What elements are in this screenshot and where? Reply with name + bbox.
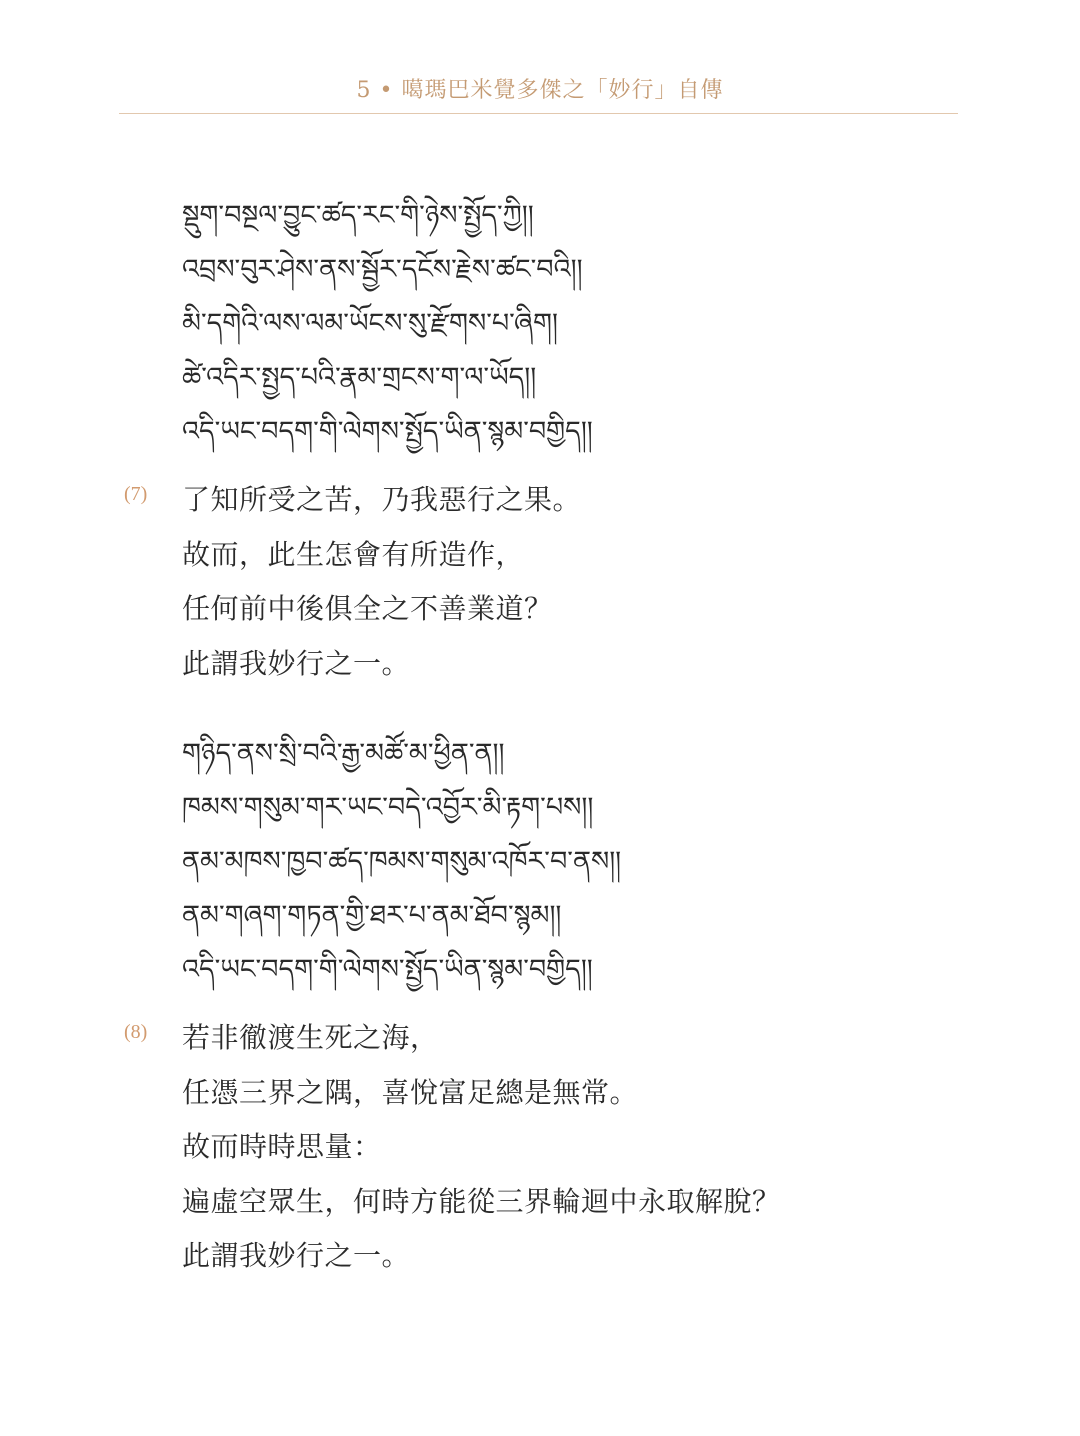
tibetan-line: མི་དགེའི་ལས་ལམ་ཡོངས་སུ་རྫོགས་པ་ཞིག། (182, 308, 558, 339)
verse-line: 了知所受之苦，乃我惡行之果。 (182, 483, 582, 516)
tibetan-verse-block-1 (182, 189, 593, 459)
tibetan-line: འདི་ཡང་བདག་གི་ལེགས་སྤྱོད་ཡིན་སྙམ་བགྱིད།། (182, 416, 593, 447)
verse-number: (8) (124, 1021, 148, 1043)
tibetan-line: གཉིད་ནས་སྲི་བའི་རྒྱ་མཚོ་མ་ཕྱིན་ན།། (182, 738, 505, 769)
verse-line: 此謂我妙行之一。 (182, 1239, 411, 1272)
verse-line: 故而，此生怎會有所造作， (182, 537, 525, 571)
tibetan-line: ཚེ་འདིར་སྤྱད་པའི་རྣམ་གྲངས་ག་ལ་ཡོད།། (182, 362, 537, 393)
tibetan-line: འདི་ཡང་བདག་གི་ལེགས་སྤྱོད་ཡིན་སྙམ་བགྱིད།། (182, 954, 593, 985)
header-divider (119, 113, 958, 114)
verse-line: 若非徹渡生死之海， (182, 1021, 439, 1054)
verse-translation (182, 473, 581, 691)
verse-line: 遍虛空眾生，何時方能從三界輪迴中永取解脫？ (182, 1184, 781, 1218)
tibetan-line: ནམ་གཞག་གཏན་གྱི་ཐར་པ་ནམ་ཐོབ་སྙམ།། (182, 900, 562, 931)
tibetan-line: ཁམས་གསུམ་གར་ཡང་བདེ་འབྱོར་མི་རྟག་པས།། (182, 792, 594, 823)
verse-line: 此謂我妙行之一。 (182, 646, 411, 680)
page-header: 5 • 噶瑪巴米覺多傑之「妙行」自傳 (356, 78, 724, 103)
verse-translation (182, 1011, 781, 1284)
tibetan-line: སྡུག་བསྔལ་བྱུང་ཚད་རང་གི་ཉེས་སྤྱོད་ཀྱི།། (182, 200, 534, 231)
tibetan-line: ནམ་མཁས་ཁྱབ་ཚད་ཁམས་གསུམ་འཁོར་བ་ནས།། (182, 846, 622, 877)
verse-line: 故而時時思量： (182, 1130, 382, 1163)
tibetan-line: འབྲས་བུར་ཤེས་ནས་སྦྱོར་དངོས་རྗེས་ཚང་བའི།། (182, 254, 583, 285)
verse-number: (7) (124, 483, 148, 505)
verse-line: 任憑三界之隅，喜悅富足總是無常。 (182, 1075, 639, 1109)
verse-line: 任何前中後俱全之不善業道？ (182, 592, 553, 625)
tibetan-verse-block-2 (182, 727, 621, 997)
